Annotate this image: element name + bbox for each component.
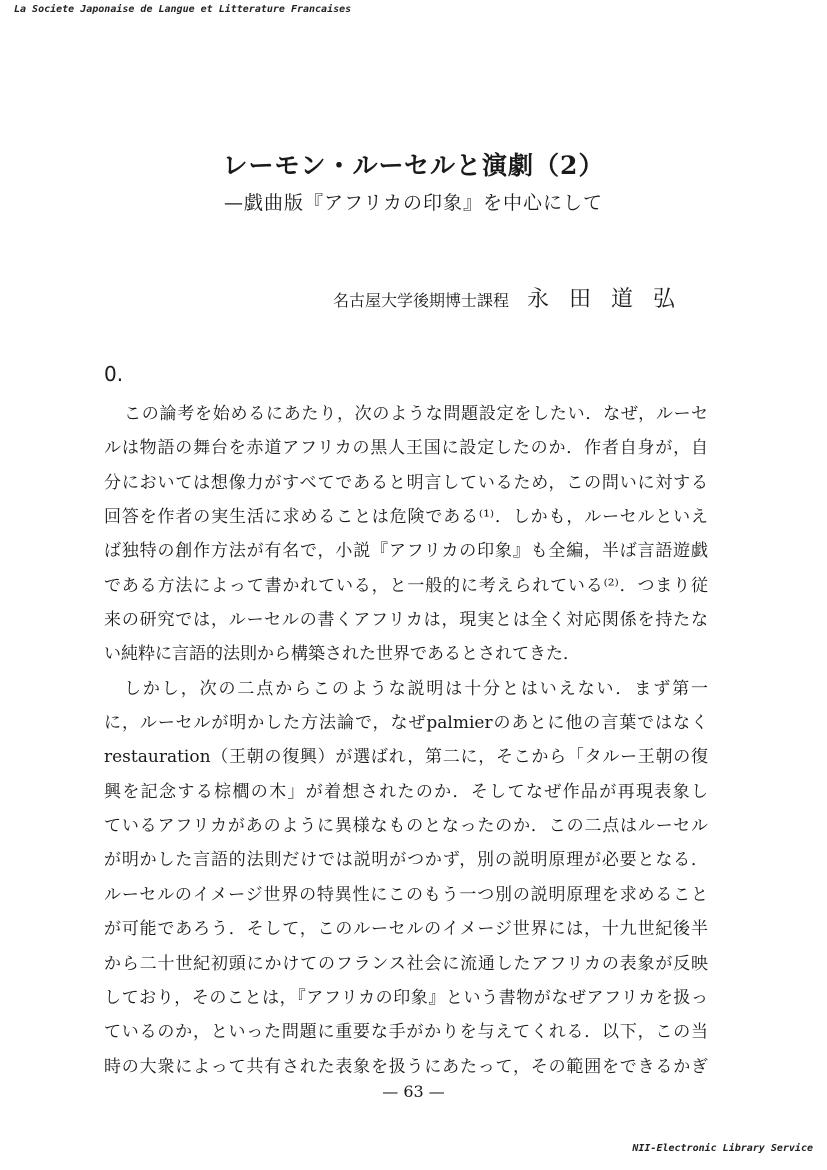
text-line: 分においては想像力がすべてであると明言しているため，この問いに対する bbox=[104, 472, 708, 493]
text-line: ているアフリカがあのように異様なものとなったのか．この二点はルーセル bbox=[104, 816, 708, 837]
text-line: ルは物語の舞台を赤道アフリカの黒人王国に設定したのか．作者自身が，自 bbox=[104, 438, 708, 459]
text-line: restauration（王朝の復興）が選ばれ，第二に，そこから「タルー王朝の復 bbox=[104, 747, 708, 768]
text-line: が明かした言語的法則だけでは説明がつかず，別の説明原理が必要となる． bbox=[104, 850, 708, 871]
article-title: レーモン・ルーセルと演劇（2） bbox=[222, 151, 605, 180]
footer-service-label: NII-Electronic Library Service bbox=[632, 1143, 813, 1154]
text-line: 時の大衆によって共有された表象を扱うにあたって，その範囲をできるかぎ bbox=[104, 1056, 708, 1077]
text-line: である方法によって書かれている，と一般的に考えられている⁽²⁾．つまり従 bbox=[104, 575, 708, 596]
text-line: 興を記念する棕櫚の木」が着想されたのか．そしてなぜ作品が再現表象し bbox=[104, 781, 708, 802]
text-line: ルーセルのイメージ世界の特異性にこのもう一つ別の説明原理を求めること bbox=[104, 884, 708, 905]
text-line: が可能であろう．そして，このルーセルのイメージ世界には，十九世紀後半 bbox=[104, 919, 708, 940]
text-line: この論考を始めるにあたり，次のような問題設定をしたい．なぜ，ルーセ bbox=[124, 404, 708, 424]
text-line: から二十世紀初頭にかけてのフランス社会に流通したアフリカの表象が反映 bbox=[104, 953, 708, 974]
section-heading: 0. bbox=[104, 362, 124, 386]
text-line: に，ルーセルが明かした方法論で，なぜpalmierのあとに他の言葉ではなく bbox=[104, 713, 708, 734]
page-number: — 63 — bbox=[382, 1082, 445, 1101]
running-header: La Societe Japonaise de Langue et Litterature Francaises bbox=[14, 4, 352, 15]
text-line: 回答を作者の実生活に求めることは危険である⁽¹⁾．しかも，ルーセルといえ bbox=[104, 507, 708, 528]
text-line: ば独特の創作方法が有名で，小説『アフリカの印象』も全編，半ば言語遊戯 bbox=[104, 541, 708, 562]
author-line bbox=[332, 282, 695, 313]
text-line: しかし，次の二点からこのような説明は十分とはいえない．まず第一 bbox=[124, 678, 708, 699]
text-line: しており，そのことは，『アフリカの印象』という書物がなぜアフリカを扱っ bbox=[104, 987, 708, 1008]
text-line: ているのか，といった問題に重要な手がかりを与えてくれる．以下，この当 bbox=[104, 1022, 708, 1043]
body-text bbox=[104, 397, 708, 1084]
text-line: い純粋に言語的法則から構築された世界であるとされてきた． bbox=[104, 644, 580, 665]
text-line: 来の研究では，ルーセルの書くアフリカは，現実とは全く対応関係を持たな bbox=[104, 610, 708, 631]
author-name: 永田道弘 bbox=[526, 287, 695, 312]
author-affiliation: 名古屋大学後期博士課程 bbox=[332, 291, 509, 310]
article-subtitle: —戯曲版『アフリカの印象』を中心にして bbox=[223, 192, 604, 214]
